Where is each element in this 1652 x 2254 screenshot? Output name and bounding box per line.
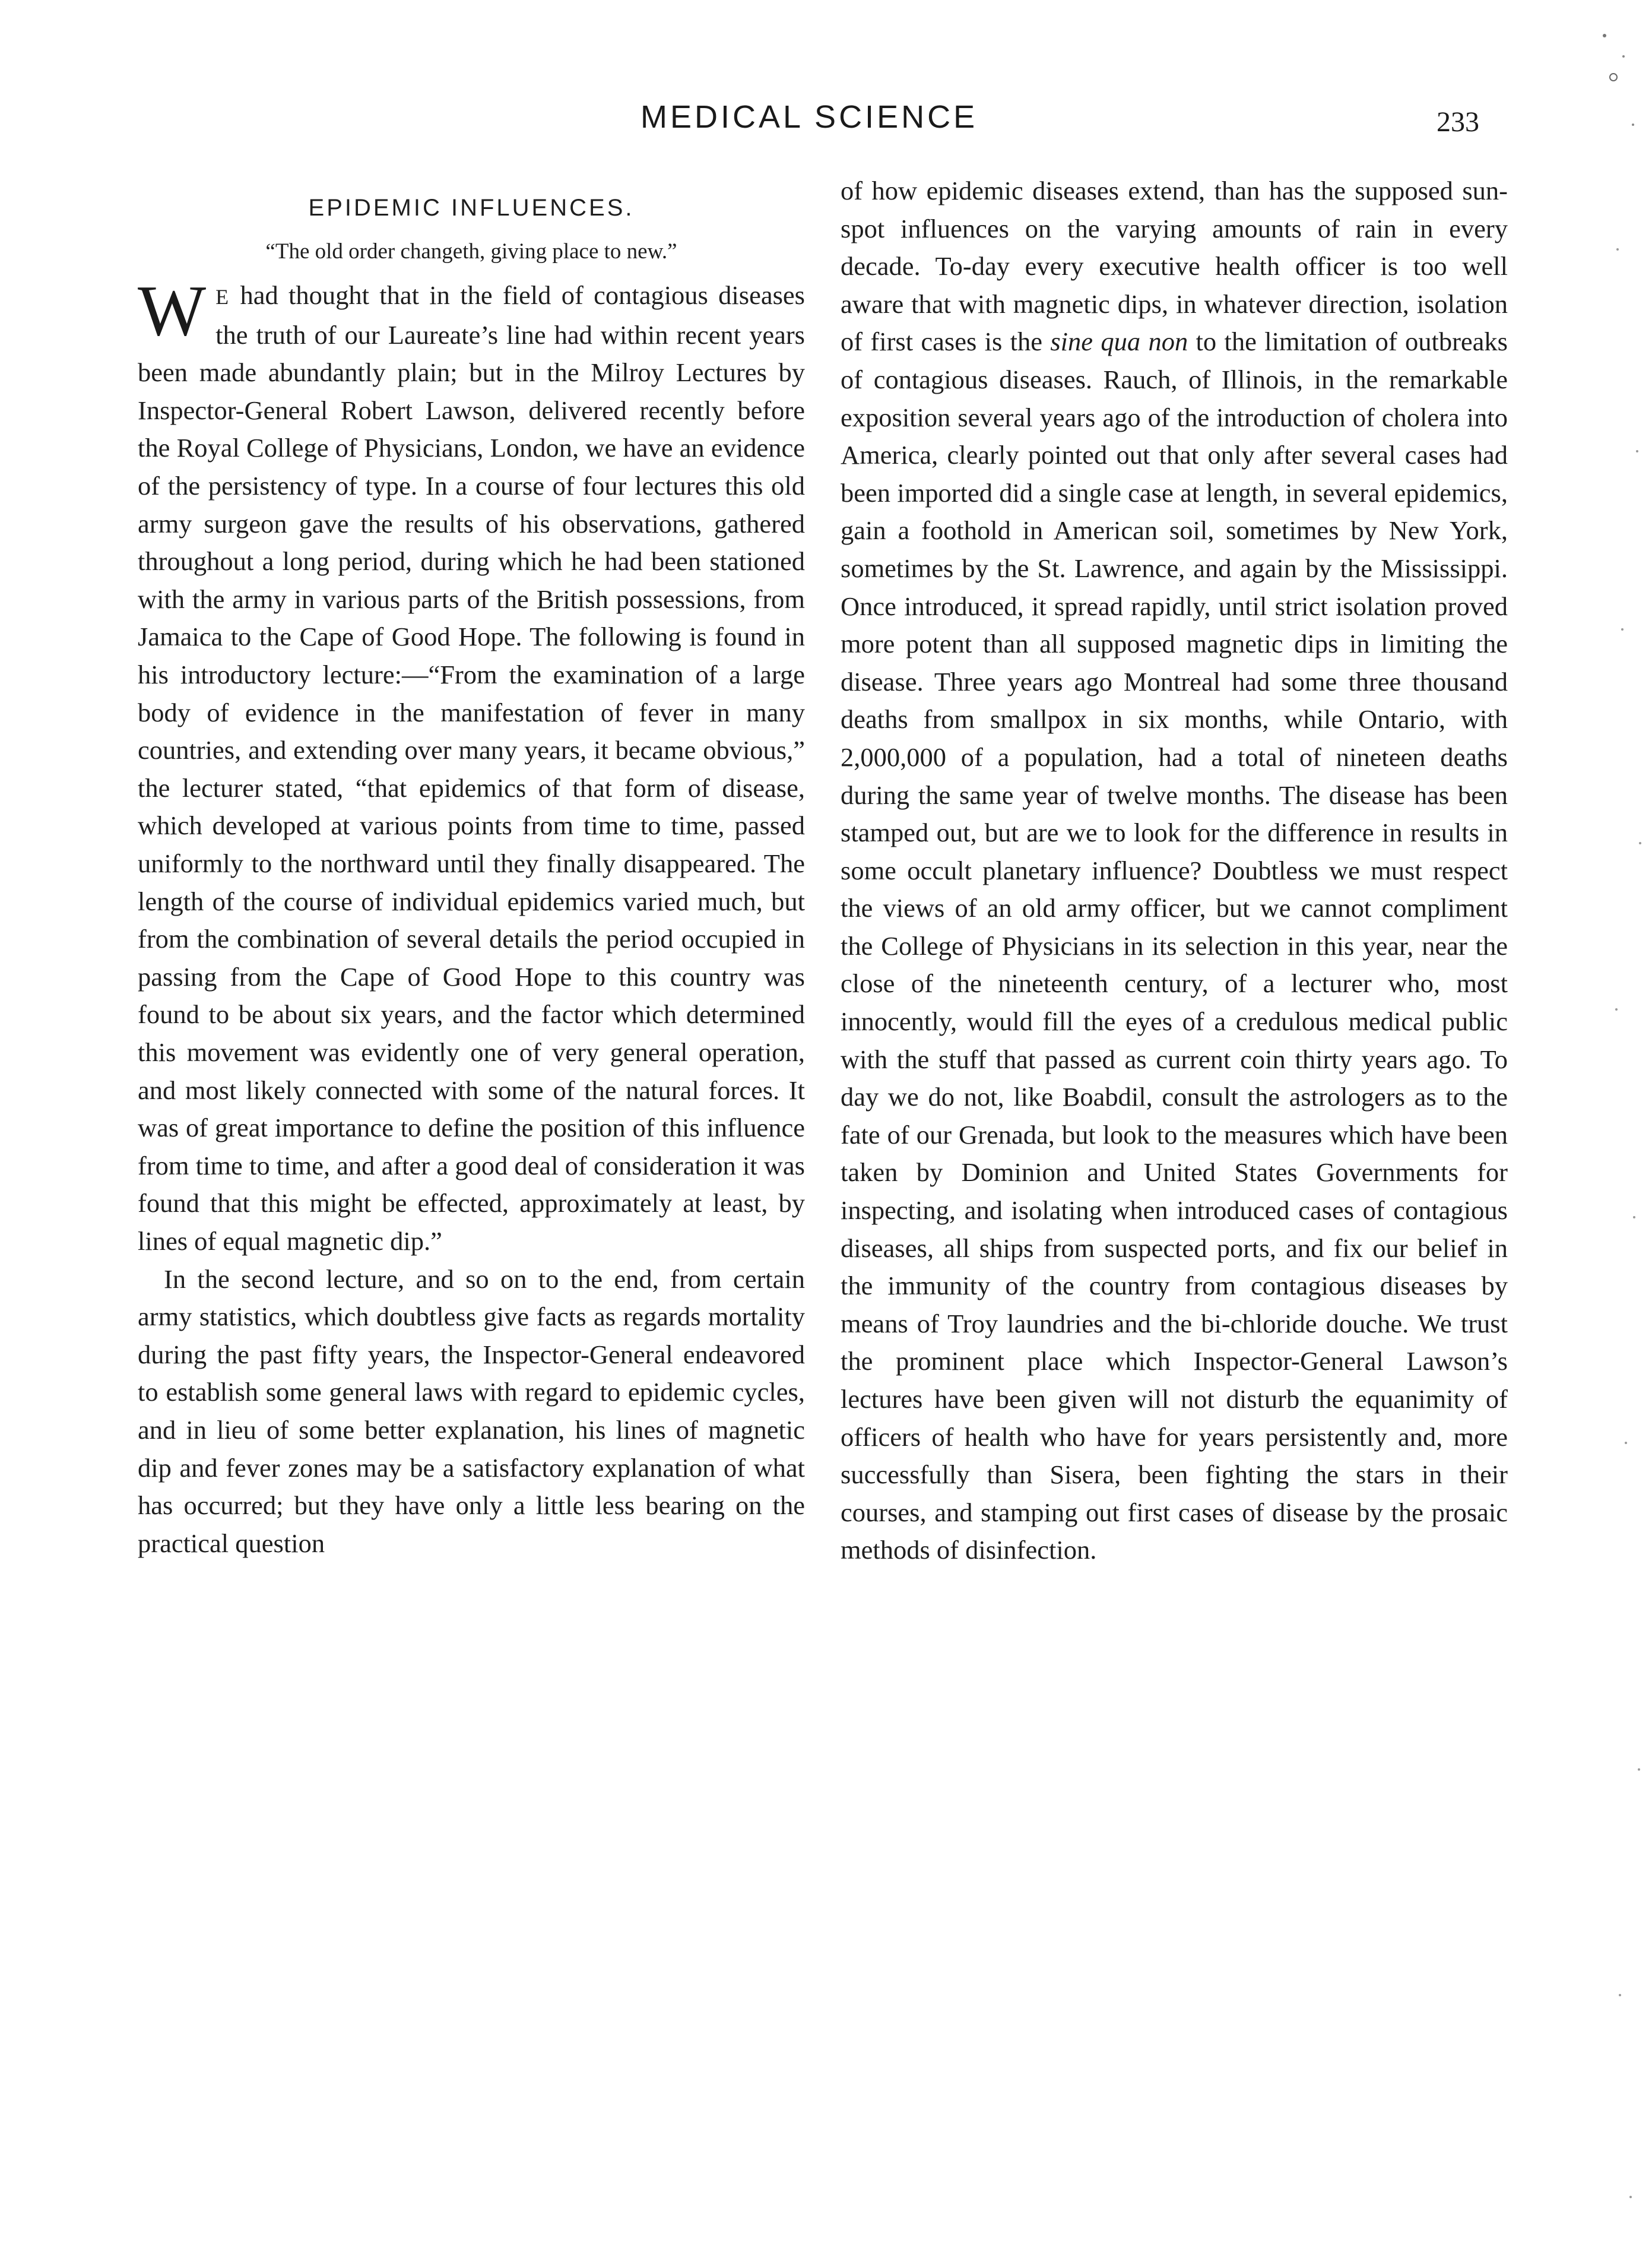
paragraph-1 — [138, 271, 805, 1260]
latin-phrase: sine qua non — [1050, 327, 1188, 357]
continued-text: of how epidemic diseases extend, than has the supposed sun-spot influences on the varying amounts of rain in every decade. To-day every executive health officer is too well aware that with magnetic dips, in whatever direction, isolation of first cases is the — [841, 176, 1508, 357]
right-column — [841, 172, 1508, 1569]
running-head: MEDICAL SCIENCE — [640, 99, 978, 135]
page-number: 233 — [1437, 106, 1479, 138]
paragraph-2 — [138, 1261, 805, 1563]
margin-specks — [1581, 0, 1652, 2254]
opening-letters: E — [215, 285, 230, 309]
continued-text-rest: to the limitation of outbreaks of contagious diseases. Rauch, of Illinois, in the remarkable exposition several years ago of the introduction of cholera into America, clearly pointed out that only after several cases had been imported did a single case at length, in several epidemics, gain a foothold in American soil, sometimes by New York, sometimes by the St. Lawrence, and again by the Mississippi. Once introduced, it spread rapidly, until strict isolation proved more potent than all supposed magnetic dips in limiting the disease. Three years ago Montreal had some three thousand deaths from smallpox in six months, while Ontario, with 2,000,000 of a population, had a total of nineteen deaths during the same year of twelve months. The disease has been stamped out, but are we to look for the difference in results in some occult planetary influence? Doubtless we must respect the views of an old army officer, but we cannot compliment the College of Physicians in its selection in this year, near the close of the nineteenth century, of a lecturer who, most innocently, would fill the eyes of a credulous medical public with the stuff that passed as current coin thirty years ago. To day we do not, like Boabdil, consult the astrologers as to the fate of our Grenada, but look to the measures which have been taken by Dominion and United States Governments for inspecting, and isolating when introduced cases of contagious diseases, all ships from suspected ports, and fix our belief in the immunity of the country from contagious diseases by means of Troy laundries and the bi-chloride douche. We trust the prominent place which Inspector-General Lawson’s lectures have been given will not disturb the equanimity of officers of health who have for years persistently and, more successfully than Sisera, been fighting the stars in their courses, and stamping out first cases of disease by the prosaic methods of disinfection. — [841, 327, 1508, 1565]
paragraph-1-text: had thought that in the field of contagious diseases the truth of our Laureate’s line had within recent years been made abundantly plain; but in the Milroy Lectures by Inspector-General Robert Lawson, delivered recently before the Royal College of Physicians, London, we have an evidence of the persistency of type. In a course of four lectures this old army surgeon gave the results of his observations, gathered throughout a long period, during which he had been stationed with the army in various parts of the British possessions, from Jamaica to the Cape of Good Hope. The following is found in his introductory lecture:—“From the examination of a large body of evidence in the manifestation of fever in many countries, and extending over many years, it became obvious,” the lecturer stated, “that epidemics of that form of disease, which developed at various points from time to time, passed uniformly to the northward until they finally disappeared. The length of the course of individual epidemics varied much, but from the combination of several details the period occupied in passing from the Cape of Good Hope to this country was found to be about six years, and the factor which determined this movement was evidently one of very general operation, and most likely connected with some of the natural forces. It was of great importance to define the position of this influence from time to time, and after a good deal of consideration it was found that this might be effected, approximately at least, by lines of equal magnetic dip.” — [138, 280, 805, 1256]
paragraph-2-text: In the second lecture, and so on to the end, from certain army statistics, which doubtless give facts as regards mortality during the past fifty years, the Inspector-General endeavored to establish some general laws with regard to epidemic cycles, and in lieu of some better explanation, his lines of magnetic dip and fever zones may be a satisfactory explanation of what has occurred; but they have only a little less bearing on the practical question — [138, 1264, 805, 1558]
article-title: EPIDEMIC INFLUENCES. — [308, 195, 635, 221]
epigraph: “The old order changeth, giving place to new.” — [265, 239, 677, 264]
left-column — [138, 190, 805, 1562]
drop-cap: W — [138, 271, 207, 352]
paragraph-2-continued — [841, 172, 1508, 1569]
